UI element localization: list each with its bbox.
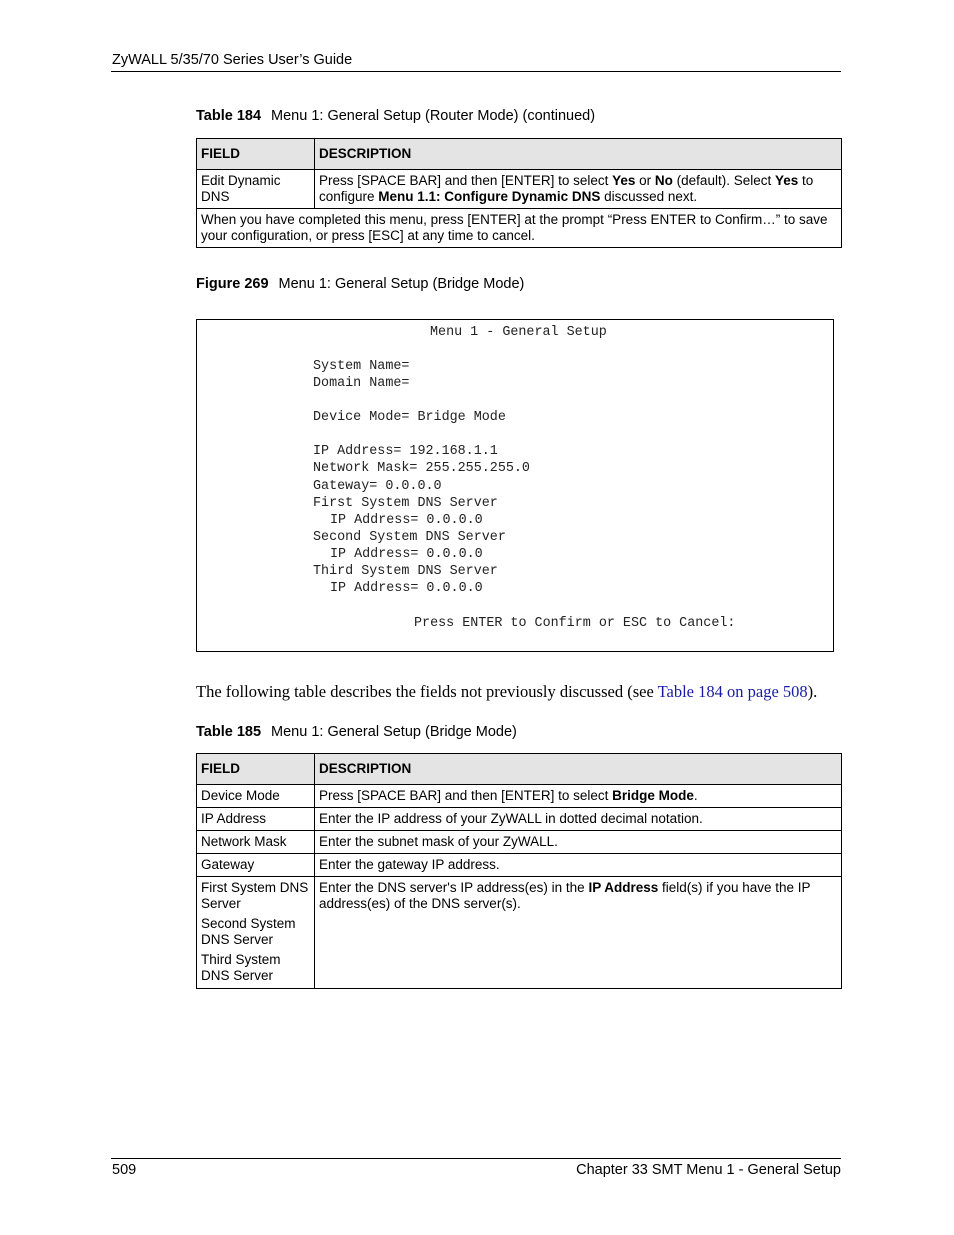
field-cell: Gateway	[197, 854, 315, 877]
page-number: 509	[112, 1162, 137, 1178]
description-cell: Enter the DNS server's IP address(es) in the IP Address field(s) if you have the IP address(es) of the DNS server(s).	[315, 877, 842, 989]
third-dns-line: Third System DNS Server	[313, 564, 498, 579]
figure-269-title: Menu 1: General Setup (Bridge Mode)	[278, 276, 525, 292]
table-header-row	[197, 754, 842, 785]
gateway-line: Gateway= 0.0.0.0	[313, 479, 442, 494]
device-mode-line: Device Mode= Bridge Mode	[313, 410, 506, 425]
table-185-caption	[196, 724, 517, 740]
third-dns-field-label: Third System DNS Server	[201, 952, 281, 983]
table-185-title: Menu 1: General Setup (Bridge Mode)	[271, 724, 517, 740]
table-row	[197, 854, 842, 877]
table-row	[197, 808, 842, 831]
table-row	[197, 170, 842, 209]
second-dns-line: Second System DNS Server	[313, 530, 506, 545]
description-cell: Press [SPACE BAR] and then [ENTER] to select Yes or No (default). Select Yes to configure Menu 1.1: Configure Dynamic DNS discussed next.	[315, 170, 842, 209]
first-dns-field-label: First System DNS Server	[201, 880, 309, 911]
table-185-label: Table 185	[196, 724, 262, 740]
table-184-label: Table 184	[196, 108, 262, 124]
network-mask-line: Network Mask= 255.255.255.0	[313, 461, 530, 476]
column-header-description: DESCRIPTION	[315, 754, 842, 785]
menu-title: Menu 1 - General Setup	[430, 325, 607, 340]
footer-rule	[111, 1158, 841, 1159]
field-cell	[197, 877, 315, 989]
first-dns-line: First System DNS Server	[313, 496, 498, 511]
table-header-row	[197, 139, 842, 170]
chapter-title: Chapter 33 SMT Menu 1 - General Setup	[576, 1162, 841, 1178]
table-row	[197, 831, 842, 854]
first-dns-ip-line: IP Address= 0.0.0.0	[330, 513, 483, 528]
figure-269-label: Figure 269	[196, 276, 269, 292]
note-cell: When you have completed this menu, press [ENTER] at the prompt “Press ENTER to Confirm…” to save your configuration, or press [ESC] at any time to cancel.	[197, 209, 842, 248]
description-cell: Enter the subnet mask of your ZyWALL.	[315, 831, 842, 854]
second-dns-ip-line: IP Address= 0.0.0.0	[330, 547, 483, 562]
header-rule	[111, 71, 841, 72]
table-185	[196, 753, 842, 989]
field-cell: Device Mode	[197, 785, 315, 808]
table-note-row	[197, 209, 842, 248]
field-cell: Edit Dynamic DNS	[197, 170, 315, 209]
table-184-caption	[196, 108, 595, 124]
third-dns-ip-line: IP Address= 0.0.0.0	[330, 581, 483, 596]
description-cell: Press [SPACE BAR] and then [ENTER] to select Bridge Mode.	[315, 785, 842, 808]
description-cell: Enter the gateway IP address.	[315, 854, 842, 877]
field-cell: IP Address	[197, 808, 315, 831]
ip-address-line: IP Address= 192.168.1.1	[313, 444, 498, 459]
table-row	[197, 785, 842, 808]
table-184-title: Menu 1: General Setup (Router Mode) (continued)	[271, 108, 596, 124]
column-header-field: FIELD	[197, 139, 315, 170]
description-cell: Enter the IP address of your ZyWALL in dotted decimal notation.	[315, 808, 842, 831]
domain-name-line: Domain Name=	[313, 376, 410, 391]
table-184-link[interactable]: Table 184 on page 508	[657, 682, 808, 701]
running-header-title: ZyWALL 5/35/70 Series User’s Guide	[112, 52, 353, 68]
column-header-description: DESCRIPTION	[315, 139, 842, 170]
body-paragraph: The following table describes the fields not previously discussed (see Table 184 on page 508).	[196, 682, 818, 701]
field-cell: Network Mask	[197, 831, 315, 854]
column-header-field: FIELD	[197, 754, 315, 785]
confirm-prompt: Press ENTER to Confirm or ESC to Cancel:	[414, 616, 736, 631]
second-dns-field-label: Second System DNS Server	[201, 916, 296, 947]
table-184	[196, 138, 842, 248]
system-name-line: System Name=	[313, 359, 410, 374]
smt-menu-screen	[196, 319, 834, 652]
table-row	[197, 877, 842, 989]
figure-269-caption	[196, 276, 524, 292]
